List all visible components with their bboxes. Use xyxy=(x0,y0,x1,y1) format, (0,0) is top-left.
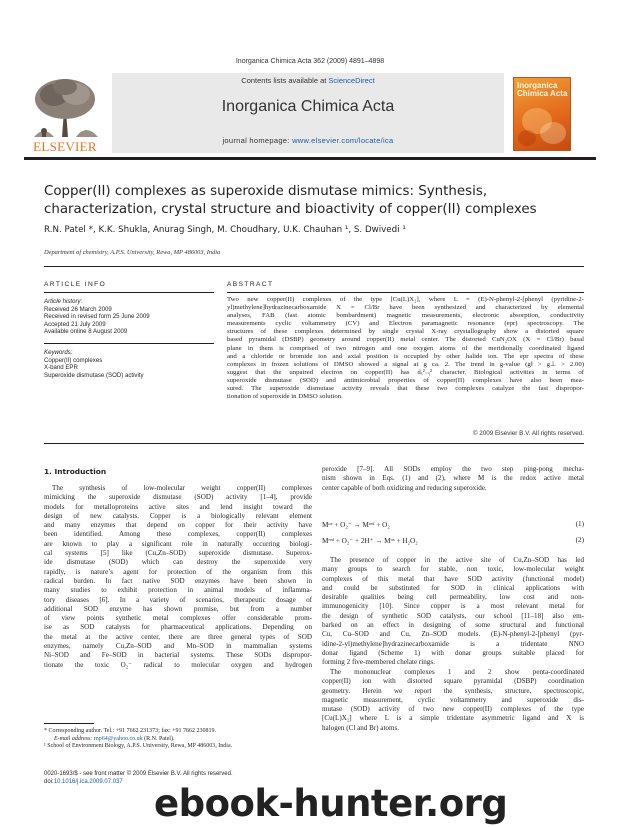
cover-title-line2: Chimica Acta xyxy=(517,89,568,98)
intro-right-column-bottom: The mononuclear complexes 1 and 2 show penta-coordinated copper(II) ion with distorted square pyramidal (DSBP) coordination geometry. Herein we report the synthesis, structure, spectroscopic, magnetic measurement, cyclic voltammetry and superoxide dis- mutase (SOD) activity of two new copper(II) complexes of the type [Cu(L)X₂] where L is a simple tridentate asymmetric ligand and X is halogen (Cl and Br) atoms. xyxy=(322,668,584,732)
abstract-bottom-rule xyxy=(44,443,584,444)
elsevier-logo xyxy=(24,75,106,153)
abstract-text: Two new copper(II) complexes of the type [Cu(L)X₂], where L = (E)-N-phenyl-2-[phenyl (pyridine-2- yl)methylene]hydrazinecarboxamide X = Cl/Br have been synthesized and characterized by elemental analyses, FAB (fast atomic bombardment) magnetic measurements, electronic absorption, conductivity measurements cyclic voltammetry (CV) and Electron paramagnetic resonance (epr) spectroscopy. The structures of these complexes determined by single crystal X-ray crystallography show a distorted square based pyramidal (DSBP) geometry around copper(II) metal center. The distorted CuN₂OX (X = Cl/Br) basal plane in them is comprised of two nitrogen and one oxygen atoms of the meridionally coordinated ligand and a chloride or bromide ion and axial position is occupied by other halide ion. The epr spectra of these complexes in frozen solutions of DMSO showed a signal at g ca. 2. The trend in g-value (g‖ > g⊥ > 2.00) suggest that the unpaired electron on copper(II) has dₓ²₋ᵧ² character. Biological activities in terms of superoxide dismutase (SOD) and antimicrobial properties of copper(II) complexes have also been mea- sured. The superoxide dismutase activity reveals that these two complexes catalyze the fast dispropor- tionation of superoxide in DMSO solution. xyxy=(227,296,584,401)
equation-1: Mᵒˣ + O₂⁻ → Mʳᵉᵈ + O₂ (1) xyxy=(322,520,584,529)
doi-link[interactable]: 10.1016/j.ica.2009.07.037 xyxy=(53,779,123,785)
intro-left-column: The synthesis of low-molecular weight copper(II) complexes mimicking the superoxide dismutase (SOD) activity [1–4], provide models for metalloproteins active sites and lend insight toward the design of new catalysts. Copper is a biologically relevant element and many enzymes that depend on copper for their activity have been identified. Among these complexes, copper(II) complexes are known to play a significant role in naturally occurring biologi- cal systems [5] like (Cu,Zn–SOD) superoxide dismutase. Superox- ide dismutase (SOD) which can destroy the superoxide very rapidly, is nature’s agent for protection of the organism from this radical burden. In fact native SOD enzymes have been shown in many studies to exhibit protection in animal models of inflamma- tory diseases [6]. In a variety of scenarios, therapeutic dosage of additional SOD enzyme has shown promise, but from a number of view points synthetic metal complexes offer considerable prom- ise as SOD catalysts for pharmaceutical applications. Depending on the metal at the active center, there are three general types of SOD enzymes, namely Cu,Zn–SOD and Mn–SOD in mammalian systems Ni–SOD and Fe–SOD in bacterial systems. These SODs dispropor- tionate the toxic O₂⁻ radical to molecular oxygen and hydrogen xyxy=(44,484,312,669)
abstract-label: ABSTRACT xyxy=(227,281,274,288)
footnote-rule xyxy=(44,723,94,724)
keywords-rule xyxy=(44,343,214,344)
journal-cover-thumbnail xyxy=(513,77,571,151)
introduction-heading: 1. Introduction xyxy=(44,467,107,476)
keywords: Keywords: Copper(II) complexes X-band EPR Superoxide dismutase (SOD) activity xyxy=(44,349,144,379)
abstract-rule xyxy=(227,292,584,293)
elsevier-wordmark: ELSEVIER xyxy=(33,139,97,154)
cover-title-line1: Inorganica xyxy=(517,81,558,90)
article-history: Article history: Received 26 March 2009 Received in revised form 25 June 2009 Accepted 21 July 2009 Available online 8 August 2009 xyxy=(44,298,150,336)
journal-title: Inorganica Chimica Acta xyxy=(221,98,395,115)
masthead-rule xyxy=(24,157,596,160)
watermark: ebook-hunter.org xyxy=(154,782,594,826)
article-info-label: ARTICLE INFO xyxy=(44,281,107,288)
author-affiliation: Department of chemistry, A.P.S. University, Rewa, MP 486003, India xyxy=(44,249,221,256)
intro-right-column-mid: The presence of copper in the active site of Cu,Zn–SOD has led many groups to search for stable, non toxic, low-molecular weight complexes of this metal that have SOD activity (functional model) and could be substituted for SOD in clinical applications with desirable qualities being cell permeability, low cost and non- immunogenicity [10]. Since copper is a most relevant metal for the design of synthetic SOD catalysts, our school [11–18] also em- barked on an effect in designing of some structural and functional Cu, Cu–SOD and Cu, Zn–SOD models. (E)-N-phenyl-2-[phenyl (pyr- idine-2-yl)methylene]hydrazinecarboxamide is a tridentate NNO donar ligand (Scheme 1) with donar groups suitable placed for forming 2 five-membered chelate rings. xyxy=(322,556,584,667)
article-info-rule xyxy=(44,292,214,293)
affiliation-footnote: ¹ School of Environment Biology, A.P.S. University, Rewa, MP 486003, India. xyxy=(44,743,233,750)
copyright-line: © 2009 Elsevier B.V. All rights reserved. xyxy=(472,430,584,437)
author-list: R.N. Patel *, K.K. Shukla, Anurag Singh, M. Choudhary, U.K. Chauhan ¹, S. Dwivedi ¹ xyxy=(44,225,406,235)
corresponding-author-note: * Corresponding author. Tel.: +91 7662 231373; fax: +91 7662 230819. xyxy=(44,728,217,734)
issn-line: 0020-1693/$ - see front matter © 2009 Elsevier B.V. All rights reserved. xyxy=(44,771,233,777)
running-head: Inorganica Chimica Acta 362 (2009) 4891–4898 xyxy=(235,58,385,65)
footnotes xyxy=(44,728,312,751)
equation-2: Mʳᵉᵈ + O₂⁻ + 2H⁺ → Mᵒˣ + H₂O₂ (2) xyxy=(322,536,584,545)
sciencedirect-link[interactable]: ScienceDirect xyxy=(328,76,375,85)
title-rule xyxy=(44,266,584,267)
doi-line: doi:10.1016/j.ica.2009.07.037 xyxy=(44,779,123,785)
journal-homepage-link[interactable]: www.elsevier.com/locate/ica xyxy=(292,136,394,145)
email-note: E-mail address: rnp64@yahoo.co.uk (R.N. Patel). xyxy=(54,735,175,742)
contents-lists-line: Contents lists available at ScienceDirect xyxy=(241,76,375,85)
journal-homepage-line: journal homepage: www.elsevier.com/locate/ica xyxy=(222,136,394,145)
author-email-link[interactable]: rnp64@yahoo.co.uk xyxy=(93,735,143,742)
intro-right-column-top: peroxide [7–9]. All SODs employ the two step ping-pong mecha- nism shown in Eqs. (1) and (2), where M is the redox active metal center capable of both oxidizing and reducing superoxide. xyxy=(322,465,584,492)
article-title: Copper(II) complexes as superoxide dismutase mimics: Synthesis, characterization, crystal structure and bioactivity of copper(II) complexes xyxy=(44,184,537,217)
elsevier-tree-icon xyxy=(24,75,106,139)
